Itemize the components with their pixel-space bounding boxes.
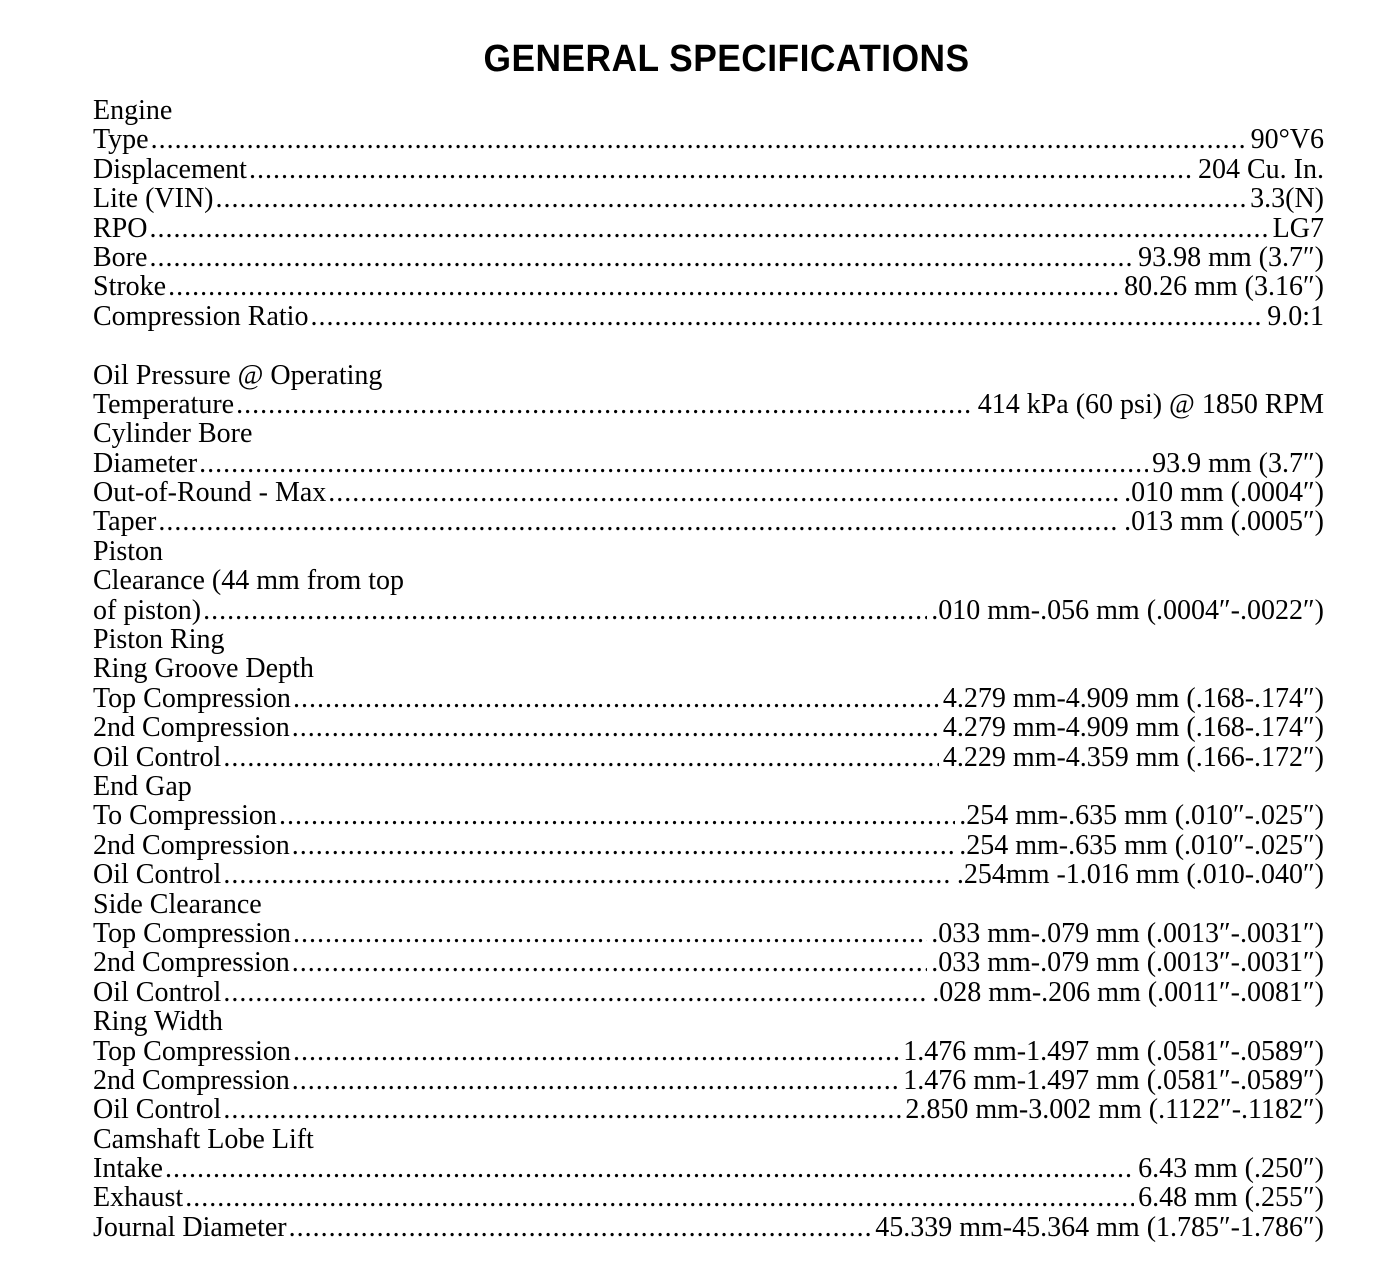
spec-row bbox=[93, 214, 1324, 243]
spec-label: RPO bbox=[93, 212, 148, 244]
spec-row bbox=[93, 1037, 1324, 1066]
spec-label: To Compression bbox=[93, 800, 277, 832]
spec-value: 1.476 mm-1.497 mm (.0581″-.0589″) bbox=[903, 1064, 1324, 1096]
spec-heading bbox=[93, 625, 1324, 654]
spec-row bbox=[93, 449, 1324, 478]
dot-leader bbox=[292, 948, 927, 977]
spec-row bbox=[93, 184, 1324, 213]
dot-leader bbox=[199, 449, 1148, 478]
spec-value: .254mm -1.016 mm (.010-.040″) bbox=[956, 859, 1324, 891]
spec-label: Compression Ratio bbox=[93, 300, 309, 332]
spec-label: Taper bbox=[93, 506, 157, 538]
spec-label: Bore bbox=[93, 241, 148, 273]
spec-row bbox=[93, 831, 1324, 860]
spec-value: 9.0:1 bbox=[1267, 300, 1324, 332]
spec-row bbox=[93, 978, 1324, 1007]
dot-leader bbox=[292, 1066, 899, 1095]
spec-value: 204 Cu. In. bbox=[1198, 153, 1324, 185]
spec-heading bbox=[93, 361, 1324, 390]
spec-heading bbox=[93, 537, 1324, 566]
spec-label: Stroke bbox=[93, 271, 167, 303]
spec-row bbox=[93, 507, 1324, 536]
dot-leader bbox=[223, 860, 953, 889]
spec-value: 414 kPa (60 psi) @ 1850 RPM bbox=[977, 388, 1324, 420]
dot-leader bbox=[236, 390, 974, 419]
spec-value: 2.850 mm-3.002 mm (.1122″-.1182″) bbox=[905, 1094, 1324, 1126]
spec-heading-label: Oil Pressure @ Operating bbox=[93, 359, 383, 391]
spec-label: Intake bbox=[93, 1153, 163, 1185]
spec-row bbox=[93, 1183, 1324, 1212]
dot-leader bbox=[223, 743, 939, 772]
spec-heading bbox=[93, 772, 1324, 801]
spec-row bbox=[93, 1066, 1324, 1095]
spec-value: 4.279 mm-4.909 mm (.168-.174″) bbox=[942, 712, 1324, 744]
spec-row bbox=[93, 243, 1324, 272]
dot-leader bbox=[223, 1095, 901, 1124]
dot-leader bbox=[216, 184, 1247, 213]
spec-label: Oil Control bbox=[93, 859, 222, 891]
spec-value: .254 mm-.635 mm (.010″-.025″) bbox=[959, 829, 1324, 861]
spec-heading bbox=[93, 1007, 1324, 1036]
spec-value: 90°V6 bbox=[1250, 124, 1324, 156]
spec-value: 6.43 mm (.250″) bbox=[1138, 1153, 1324, 1185]
spec-label: 2nd Compression bbox=[93, 1064, 290, 1096]
dot-leader bbox=[310, 302, 1263, 331]
spec-heading bbox=[93, 654, 1324, 683]
spec-value: 6.48 mm (.255″) bbox=[1138, 1182, 1324, 1214]
spec-row bbox=[93, 860, 1324, 889]
spec-value: 3.3(N) bbox=[1250, 183, 1324, 215]
spec-label: Top Compression bbox=[93, 682, 291, 714]
spec-value: .033 mm-.079 mm (.0013″-.0031″) bbox=[931, 917, 1324, 949]
dot-leader bbox=[165, 1154, 1134, 1183]
dot-leader bbox=[185, 1183, 1134, 1212]
spec-row bbox=[93, 948, 1324, 977]
spec-row bbox=[93, 596, 1324, 625]
spec-row bbox=[93, 684, 1324, 713]
spec-value: 80.26 mm (3.16″) bbox=[1124, 271, 1324, 303]
spec-row bbox=[93, 125, 1324, 154]
spec-value: 1.476 mm-1.497 mm (.0581″-.0589″) bbox=[903, 1035, 1324, 1067]
spec-value: .033 mm-.079 mm (.0013″-.0031″) bbox=[931, 947, 1324, 979]
spec-heading bbox=[93, 419, 1324, 448]
spec-value: .254 mm-.635 mm (.010″-.025″) bbox=[959, 800, 1324, 832]
page-title: GENERAL SPECIFICATIONS bbox=[483, 38, 970, 80]
spec-value: .013 mm (.0005″) bbox=[1124, 506, 1324, 538]
spec-heading-label: Side Clearance bbox=[93, 888, 262, 920]
spec-label: Lite (VIN) bbox=[93, 183, 214, 215]
spec-heading bbox=[93, 890, 1324, 919]
spec-label: Oil Control bbox=[93, 1094, 222, 1126]
spec-label: Oil Control bbox=[93, 741, 222, 773]
spec-value: .010 mm (.0004″) bbox=[1124, 477, 1324, 509]
dot-leader bbox=[328, 478, 1120, 507]
spec-row bbox=[93, 272, 1324, 301]
spec-row bbox=[93, 478, 1324, 507]
spec-row bbox=[93, 743, 1324, 772]
spec-heading-label: Camshaft Lobe Lift bbox=[93, 1123, 314, 1155]
spec-heading-label: Clearance (44 mm from top bbox=[93, 565, 405, 597]
spec-heading-label: Piston bbox=[93, 535, 164, 567]
spec-label: 2nd Compression bbox=[93, 712, 290, 744]
spec-row bbox=[93, 302, 1324, 331]
spec-row bbox=[93, 1213, 1324, 1242]
dot-leader bbox=[149, 214, 1268, 243]
dot-leader bbox=[158, 507, 1120, 536]
spec-heading bbox=[93, 96, 1324, 125]
dot-leader bbox=[292, 831, 955, 860]
spec-row bbox=[93, 801, 1324, 830]
spacer bbox=[93, 331, 1324, 360]
spec-row bbox=[93, 1095, 1324, 1124]
dot-leader bbox=[293, 1037, 899, 1066]
dot-leader bbox=[203, 596, 927, 625]
spec-label: Top Compression bbox=[93, 1035, 291, 1067]
spec-value: LG7 bbox=[1272, 212, 1324, 244]
spec-heading bbox=[93, 566, 1324, 595]
spec-value: 4.229 mm-4.359 mm (.166-.172″) bbox=[942, 741, 1324, 773]
spec-label: Displacement bbox=[93, 153, 247, 185]
spec-label: Out-of-Round - Max bbox=[93, 477, 327, 509]
dot-leader bbox=[292, 713, 939, 742]
dot-leader bbox=[249, 155, 1194, 184]
spec-heading-label: Cylinder Bore bbox=[93, 418, 253, 450]
spec-label: 2nd Compression bbox=[93, 829, 290, 861]
spec-row bbox=[93, 390, 1324, 419]
spec-heading bbox=[93, 1125, 1324, 1154]
spec-row bbox=[93, 919, 1324, 948]
spec-value: 45.339 mm-45.364 mm (1.785″-1.786″) bbox=[875, 1211, 1324, 1243]
spec-heading-label: Ring Width bbox=[93, 1006, 223, 1038]
spec-label: Journal Diameter bbox=[93, 1211, 287, 1243]
spec-row bbox=[93, 1154, 1324, 1183]
spec-label: Temperature bbox=[93, 388, 235, 420]
spec-label: 2nd Compression bbox=[93, 947, 290, 979]
dot-leader bbox=[223, 978, 928, 1007]
dot-leader bbox=[289, 1213, 872, 1242]
spec-value: 93.9 mm (3.7″) bbox=[1152, 447, 1324, 479]
spec-label: Exhaust bbox=[93, 1182, 184, 1214]
spec-label: Oil Control bbox=[93, 976, 222, 1008]
spec-label: Diameter bbox=[93, 447, 198, 479]
spec-value: 4.279 mm-4.909 mm (.168-.174″) bbox=[942, 682, 1324, 714]
spec-value: .010 mm-.056 mm (.0004″-.0022″) bbox=[931, 594, 1324, 626]
spec-value: 93.98 mm (3.7″) bbox=[1138, 241, 1324, 273]
dot-leader bbox=[149, 243, 1134, 272]
spec-label: Type bbox=[93, 124, 149, 156]
dot-leader bbox=[293, 919, 927, 948]
spec-value: .028 mm-.206 mm (.0011″-.0081″) bbox=[932, 976, 1324, 1008]
spec-label: Top Compression bbox=[93, 917, 291, 949]
dot-leader bbox=[279, 801, 955, 830]
dot-leader bbox=[168, 272, 1120, 301]
spec-label: of piston) bbox=[93, 594, 202, 626]
spec-heading-label: End Gap bbox=[93, 770, 192, 802]
spec-list bbox=[93, 96, 1324, 1242]
spec-row bbox=[93, 155, 1324, 184]
spec-heading-label: Ring Groove Depth bbox=[93, 653, 314, 685]
dot-leader bbox=[151, 125, 1247, 154]
spec-heading-label: Piston Ring bbox=[93, 624, 225, 656]
dot-leader bbox=[293, 684, 939, 713]
spec-row bbox=[93, 713, 1324, 742]
spec-heading-label: Engine bbox=[93, 95, 173, 126]
